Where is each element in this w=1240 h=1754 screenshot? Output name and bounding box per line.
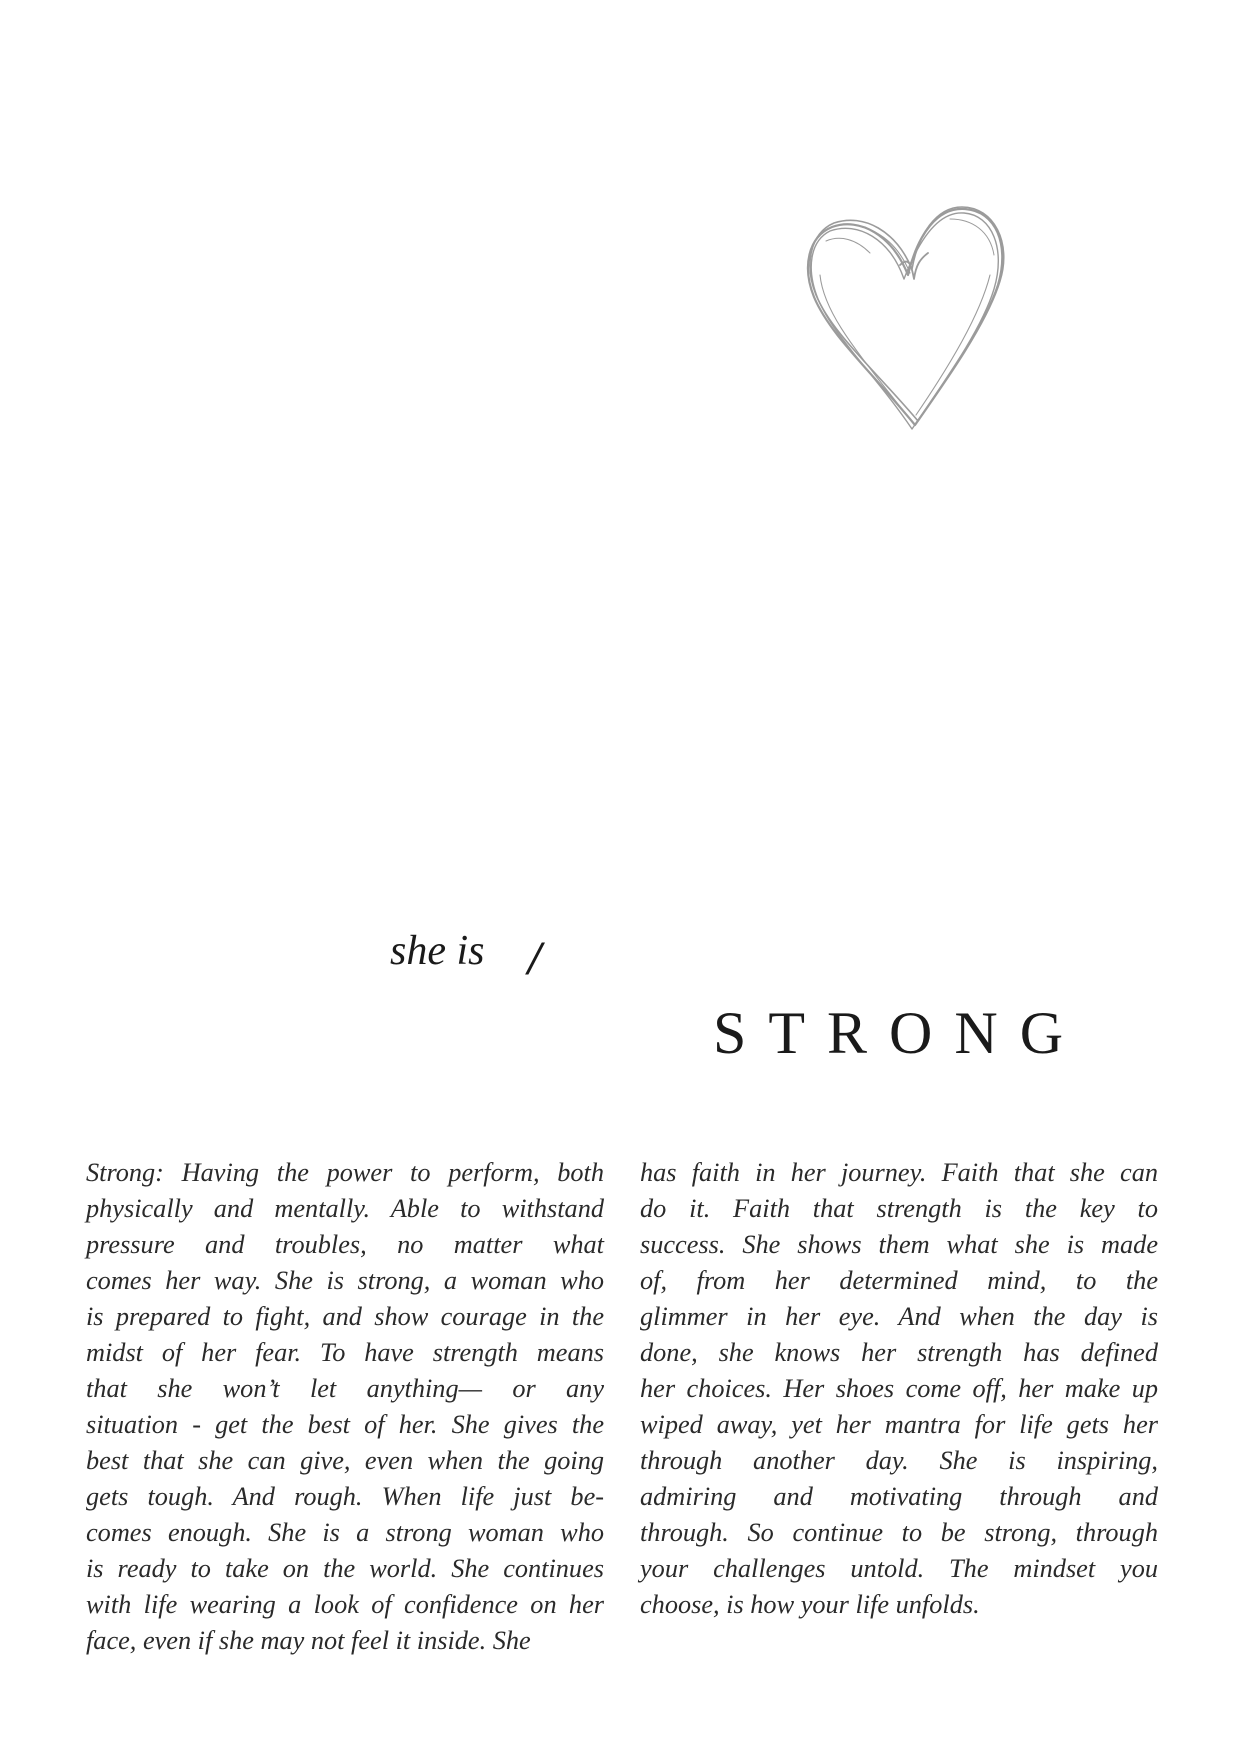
body-text-line: situation - get the best of her. She gives the xyxy=(86,1410,604,1439)
body-text-line: glimmer in her eye. And when the day is xyxy=(640,1302,1158,1331)
page-title: STRONG xyxy=(713,1000,1086,1066)
body-text-line: done, she knows her strength has defined xyxy=(640,1338,1158,1367)
slash-separator: / xyxy=(528,932,542,985)
body-text-line: of, from her determined mind, to the xyxy=(640,1266,1158,1295)
body-text-line: comes her way. She is strong, a woman who xyxy=(86,1266,604,1295)
body-text-line: is prepared to fight, and show courage in the xyxy=(86,1302,604,1331)
body-text-line: through. So continue to be strong, through xyxy=(640,1518,1158,1547)
heart-icon xyxy=(800,205,1020,445)
body-text-line: face, even if she may not feel it inside. She xyxy=(86,1626,531,1655)
body-text-line: physically and mentally. Able to withstand xyxy=(86,1194,604,1223)
body-text-line: pressure and troubles, no matter what xyxy=(86,1230,604,1259)
body-text-line: through another day. She is inspiring, xyxy=(640,1446,1158,1475)
body-text-line: with life wearing a look of confidence on her xyxy=(86,1590,604,1619)
subtitle-she-is: she is xyxy=(390,928,485,974)
body-text-line: is ready to take on the world. She continues xyxy=(86,1554,604,1583)
body-text-line: your challenges untold. The mindset you xyxy=(640,1554,1158,1583)
body-column-left xyxy=(86,1155,604,1659)
body-text-line: comes enough. She is a strong woman who xyxy=(86,1518,604,1547)
body-text-line: admiring and motivating through and xyxy=(640,1482,1158,1511)
body-text-line: gets tough. And rough. When life just be- xyxy=(86,1482,604,1511)
body-column-right xyxy=(640,1155,1158,1623)
body-text-line: do it. Faith that strength is the key to xyxy=(640,1194,1158,1223)
body-text-line: Strong: Having the power to perform, both xyxy=(86,1158,604,1187)
body-text-line: midst of her fear. To have strength means xyxy=(86,1338,604,1367)
body-text-line: wiped away, yet her mantra for life gets her xyxy=(640,1410,1158,1439)
body-text-line: has faith in her journey. Faith that she can xyxy=(640,1158,1158,1187)
body-text-line: her choices. Her shoes come off, her make up xyxy=(640,1374,1158,1403)
body-text-line: success. She shows them what she is made xyxy=(640,1230,1158,1259)
heart-sketch xyxy=(800,205,1020,445)
body-text-line: choose, is how your life unfolds. xyxy=(640,1590,980,1619)
body-text-line: that she won’t let anything— or any xyxy=(86,1374,604,1403)
body-text-line: best that she can give, even when the going xyxy=(86,1446,604,1475)
